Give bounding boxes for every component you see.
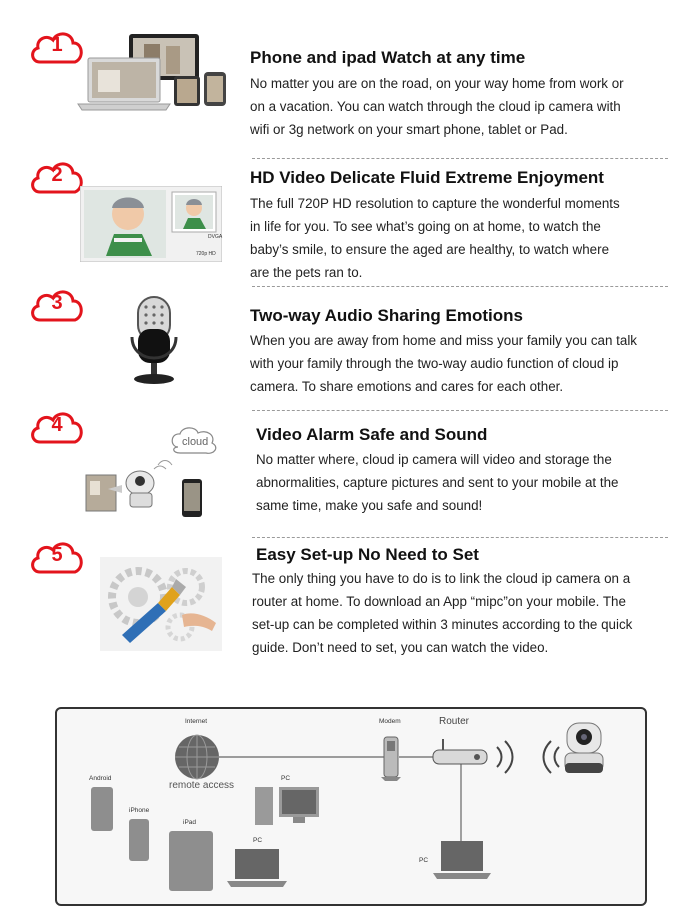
badge-number: 4: [51, 414, 63, 436]
description-line: set-up can be completed within 3 minutes according to the quick: [252, 617, 633, 632]
ipad-label: iPad: [183, 819, 197, 826]
badge-number: 3: [51, 292, 63, 314]
description-line: guide. Don’t need to set, you can watch the video.: [252, 640, 549, 655]
description-line: same time, make you safe and sound!: [256, 498, 483, 513]
hd-label: 720p HD: [196, 251, 216, 257]
ip-camera-icon: [565, 723, 603, 773]
router-laptop-pc-icon: [433, 841, 491, 879]
feature-3: [0, 285, 700, 405]
android-phone-icon: [91, 787, 113, 831]
desktop-pc-icon: [255, 787, 319, 825]
iphone-icon: [129, 819, 149, 861]
wifi-waves-icon: [497, 741, 559, 773]
cloud-label: cloud: [182, 436, 209, 448]
description-line: When you are away from home and miss your family you can talk: [250, 333, 638, 348]
description-line: abnormalities, capture pictures and sent to your mobile at the: [256, 475, 619, 490]
alarm-illustration: [82, 425, 232, 525]
laptop-tablet-phone-icon: [74, 30, 234, 112]
feature-title: Phone and ipad Watch at any time: [250, 48, 526, 67]
feature-description: [256, 448, 619, 517]
internet-label: Internet: [185, 718, 208, 725]
microphone-illustration: [124, 293, 184, 387]
desktop-pc-label: PC: [281, 775, 291, 782]
feature-1: [0, 0, 700, 150]
feature-title: Video Alarm Safe and Sound: [256, 425, 488, 444]
dvga-label: DVGA: [208, 234, 223, 240]
feature-5: [0, 535, 700, 670]
feature-description: [252, 567, 632, 659]
description-line: with your family through the two-way audio function of cloud ip: [250, 356, 619, 371]
description-line: router at home. To download an App “mipc”on your mobile. The: [252, 594, 626, 609]
microphone-icon: [124, 293, 184, 387]
description-line: in life for you. To see what’s going on at home, to watch the: [250, 219, 601, 234]
laptop-pc-label: PC: [253, 837, 263, 844]
feature-description: [250, 192, 620, 284]
number-badge-3: [28, 286, 86, 324]
feature-title: HD Video Delicate Fluid Extreme Enjoyment: [250, 168, 604, 187]
feature-title: Two-way Audio Sharing Emotions: [250, 306, 523, 325]
camera-cloud-phone-icon: [82, 425, 232, 525]
badge-number: 5: [51, 544, 63, 566]
badge-number: 2: [51, 164, 63, 186]
description-line: on a vacation. You can watch through the cloud ip camera with: [250, 99, 621, 114]
description-line: The full 720P HD resolution to capture the wonderful moments: [250, 196, 620, 211]
modem-label: Modem: [379, 718, 401, 725]
description-line: No matter you are on the road, on your way home from work or: [250, 76, 624, 91]
feature-description: [250, 329, 637, 398]
description-line: wifi or 3g network on your smart phone, tablet or Pad.: [250, 122, 568, 137]
feature-2: [0, 150, 700, 285]
description-line: No matter where, cloud ip camera will video and storage the: [256, 452, 612, 467]
android-label: Android: [89, 775, 112, 782]
laptop-pc-icon: [227, 849, 287, 887]
number-badge-5: [28, 538, 86, 576]
gears-wrench-icon: [100, 557, 222, 651]
network-diagram: [55, 707, 647, 906]
feature-4: [0, 405, 700, 535]
feature-description: [250, 72, 624, 141]
feature-title: Easy Set-up No Need to Set: [256, 545, 479, 564]
badge-number: 1: [51, 34, 63, 56]
modem-icon: [381, 737, 401, 781]
baby-photo-illustration: [80, 186, 222, 262]
devices-illustration: [74, 30, 234, 112]
iphone-label: iPhone: [129, 807, 150, 814]
description-line: The only thing you have to do is to link the cloud ip camera on a: [252, 571, 631, 586]
router-label: Router: [439, 716, 470, 727]
setup-illustration: [100, 557, 222, 651]
globe-icon: [175, 735, 219, 779]
router-pc-label: PC: [419, 857, 429, 864]
ipad-icon: [169, 831, 213, 891]
router-icon: [433, 739, 487, 764]
description-line: camera. To share emotions and cares for each other.: [250, 379, 564, 394]
number-badge-2: [28, 158, 86, 196]
description-line: are the pets ran to.: [250, 265, 363, 280]
number-badge-4: [28, 408, 86, 446]
description-line: baby’s smile, to ensure the aged are healthy, to watch where: [250, 242, 610, 257]
remote-access-label: remote access: [169, 780, 235, 791]
